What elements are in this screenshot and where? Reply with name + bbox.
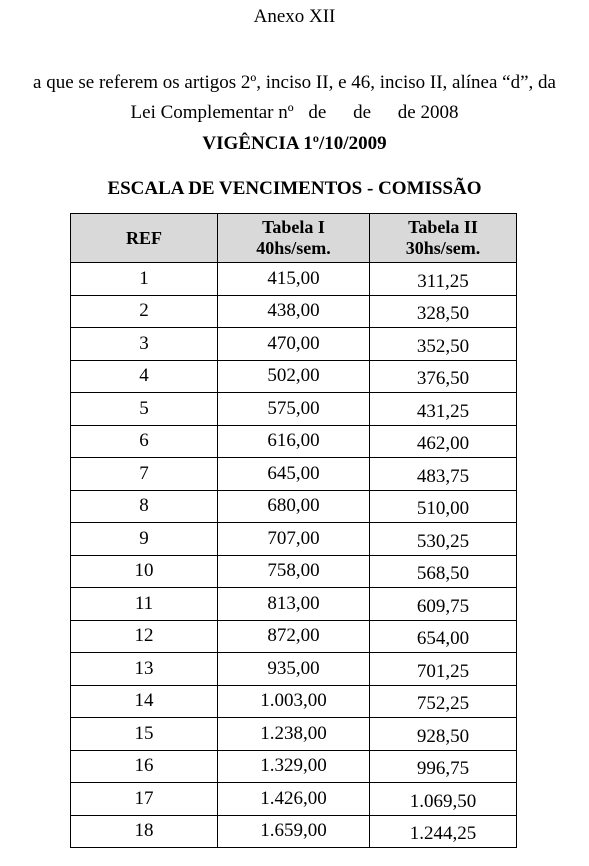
tabela-2-cell: 376,50 (370, 360, 517, 393)
ref-cell: 14 (71, 685, 218, 718)
tabela-1-cell: 438,00 (218, 295, 370, 328)
law-reference-part: Lei Complementar nº (130, 102, 294, 123)
table-row (71, 425, 517, 458)
ref-cell: 12 (71, 620, 218, 653)
tabela-2-cell: 1.069,50 (370, 783, 517, 816)
tabela-1-cell: 1.238,00 (218, 718, 370, 751)
tabela-2-cell: 654,00 (370, 620, 517, 653)
ref-cell: 6 (71, 425, 218, 458)
law-reference-part: de 2008 (397, 102, 459, 123)
table-row (71, 620, 517, 653)
tabela-1-cell: 1.426,00 (218, 783, 370, 816)
law-reference-part: de (308, 102, 327, 123)
ref-cell: 2 (71, 295, 218, 328)
ref-cell: 10 (71, 555, 218, 588)
header-tabela-1 (218, 214, 370, 263)
table-row (71, 718, 517, 751)
tabela-2-cell: 752,25 (370, 685, 517, 718)
salary-table (70, 213, 517, 848)
ref-cell: 9 (71, 523, 218, 556)
table-row (71, 458, 517, 491)
tabela-1-cell: 935,00 (218, 653, 370, 686)
table-row (71, 490, 517, 523)
tabela-2-cell: 996,75 (370, 750, 517, 783)
table-row (71, 685, 517, 718)
ref-cell: 15 (71, 718, 218, 751)
tabela-1-cell: 645,00 (218, 458, 370, 491)
annex-title: Anexo XII (253, 6, 336, 27)
salary-table-body (71, 263, 517, 848)
header-tabela-2 (370, 214, 517, 263)
salary-table-header (71, 214, 517, 263)
law-reference-line-2 (0, 98, 589, 128)
table-row (71, 783, 517, 816)
table-row (71, 295, 517, 328)
law-reference-part: de (353, 102, 372, 123)
tabela-1-cell: 502,00 (218, 360, 370, 393)
tabela-1-cell: 680,00 (218, 490, 370, 523)
table-row (71, 328, 517, 361)
header-row (71, 214, 517, 263)
header-ref-label: REF (126, 227, 162, 248)
header-tabela-2-line-1: Tabela II (408, 217, 478, 237)
tabela-1-cell: 1.003,00 (218, 685, 370, 718)
tabela-2-cell: 609,75 (370, 588, 517, 621)
ref-cell: 8 (71, 490, 218, 523)
tabela-1-cell: 415,00 (218, 263, 370, 296)
ref-cell: 18 (71, 815, 218, 848)
ref-cell: 1 (71, 263, 218, 296)
table-row (71, 588, 517, 621)
ref-cell: 11 (71, 588, 218, 621)
tabela-1-cell: 1.329,00 (218, 750, 370, 783)
tabela-1-cell: 707,00 (218, 523, 370, 556)
tabela-1-cell: 1.659,00 (218, 815, 370, 848)
tabela-1-cell: 813,00 (218, 588, 370, 621)
table-row (71, 360, 517, 393)
tabela-2-cell: 328,50 (370, 295, 517, 328)
tabela-2-cell: 311,25 (370, 263, 517, 296)
tabela-2-cell: 352,50 (370, 328, 517, 361)
table-row (71, 263, 517, 296)
tabela-1-cell: 872,00 (218, 620, 370, 653)
tabela-2-cell: 701,25 (370, 653, 517, 686)
tabela-2-cell: 568,50 (370, 555, 517, 588)
table-row (71, 653, 517, 686)
ref-cell: 17 (71, 783, 218, 816)
tabela-1-cell: 616,00 (218, 425, 370, 458)
tabela-2-cell: 530,25 (370, 523, 517, 556)
table-row (71, 815, 517, 848)
table-row (71, 750, 517, 783)
tabela-1-cell: 470,00 (218, 328, 370, 361)
law-reference-line-1: a que se referem os artigos 2º, inciso II, e 46, inciso II, alínea “d”, da (33, 72, 556, 93)
scale-title: ESCALA DE VENCIMENTOS - COMISSÃO (107, 178, 482, 199)
table-row (71, 523, 517, 556)
tabela-2-cell: 431,25 (370, 393, 517, 426)
ref-cell: 7 (71, 458, 218, 491)
tabela-2-cell: 462,00 (370, 425, 517, 458)
tabela-2-cell: 1.244,25 (370, 815, 517, 848)
table-row (71, 555, 517, 588)
tabela-1-cell: 758,00 (218, 555, 370, 588)
header-tabela-1-line-1: Tabela I (262, 217, 325, 237)
tabela-1-cell: 575,00 (218, 393, 370, 426)
ref-cell: 5 (71, 393, 218, 426)
table-row (71, 393, 517, 426)
header-tabela-1-line-2: 40hs/sem. (256, 238, 331, 258)
header-ref (71, 214, 218, 263)
tabela-2-cell: 483,75 (370, 458, 517, 491)
law-reference (0, 68, 589, 128)
ref-cell: 3 (71, 328, 218, 361)
vigencia-date: VIGÊNCIA 1º/10/2009 (202, 133, 387, 154)
header-tabela-2-line-2: 30hs/sem. (405, 238, 481, 258)
ref-cell: 13 (71, 653, 218, 686)
ref-cell: 4 (71, 360, 218, 393)
ref-cell: 16 (71, 750, 218, 783)
tabela-2-cell: 510,00 (370, 490, 517, 523)
tabela-2-cell: 928,50 (370, 718, 517, 751)
